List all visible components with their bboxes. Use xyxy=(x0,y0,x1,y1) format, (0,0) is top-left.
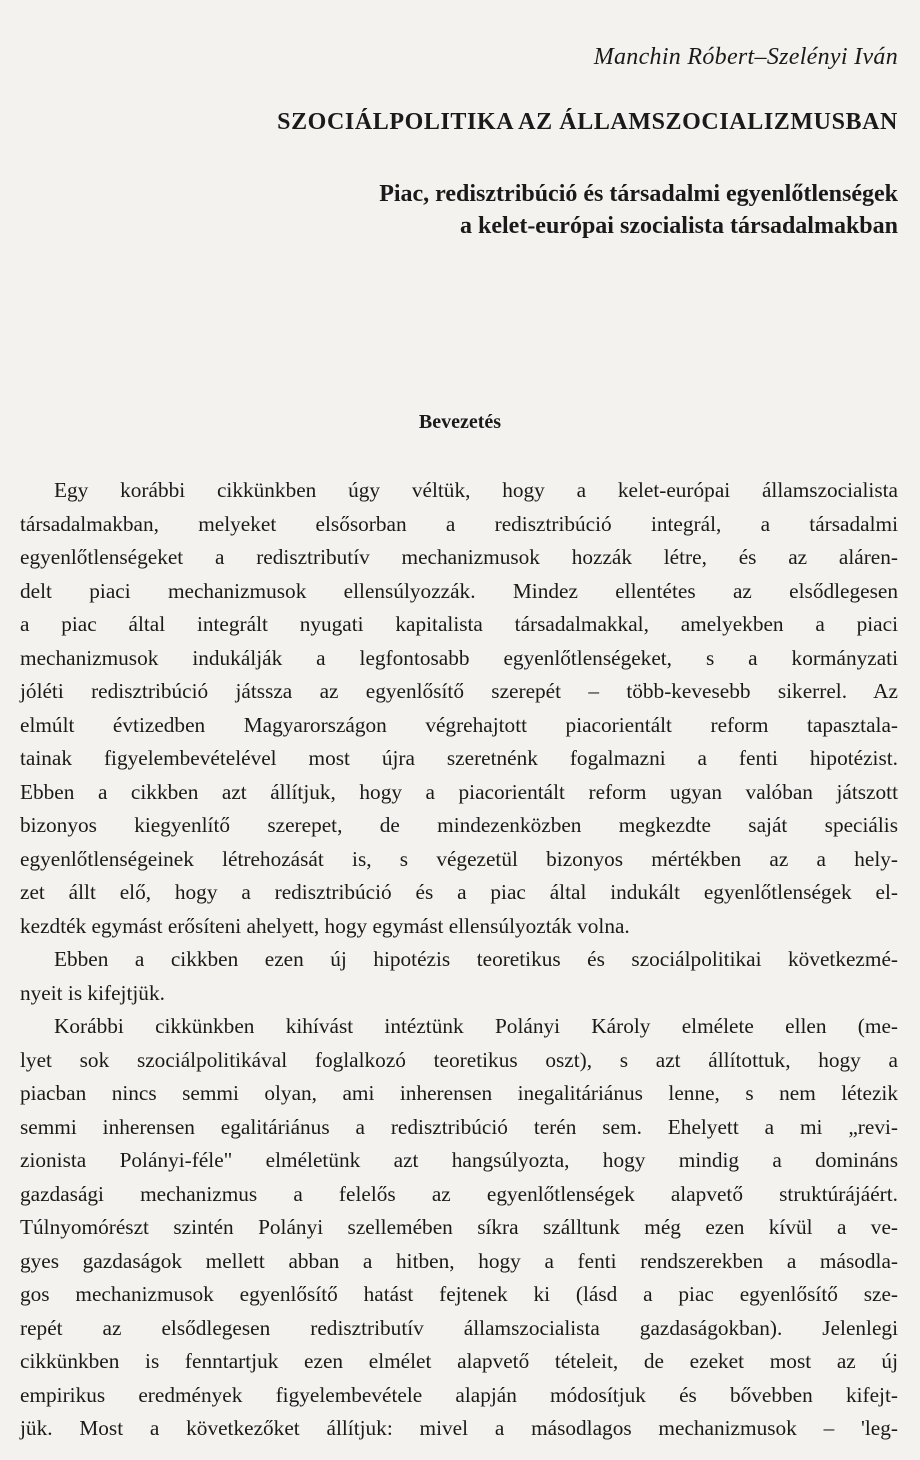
text-line: Korábbi cikkünkben kihívást intéztünk Polányi Károly elmélete ellen (me- xyxy=(54,1014,898,1038)
text-line: zet állt elő, hogy a redisztribúció és a piac által indukált egyenlőtlenségek el- xyxy=(20,880,898,904)
text-line: egyenlőtlenségeinek létrehozását is, s végezetül bizonyos mértékben az a hely- xyxy=(20,846,898,871)
text-line: egyenlőtlenségeket a redisztributív mechanizmusok hozzák létre, és az aláren- xyxy=(20,545,898,569)
text-line: a piac által integrált nyugati kapitalista társadalmakkal, amelyekben a piaci xyxy=(20,612,898,636)
text-line: jük. Most a következőket állítjuk: mivel a másodlagos mechanizmusok – 'leg- xyxy=(20,1416,898,1440)
text-line: kezdték egymást erősíteni ahelyett, hogy egymást ellensúlyozták volna. xyxy=(20,913,630,938)
text-line: zionista Polányi-féle" elméletünk azt hangsúlyozta, hogy mindig a domináns xyxy=(20,1148,898,1172)
text-line: elmúlt évtizedben Magyarországon végrehajtott piacorientált reform tapasztala- xyxy=(20,712,898,737)
article-title: SZOCIÁLPOLITIKA AZ ÁLLAMSZOCIALIZMUSBAN xyxy=(277,109,898,135)
text-line: nyeit is kifejtjük. xyxy=(20,980,165,1005)
body-text xyxy=(20,474,898,1446)
text-line: gazdasági mechanizmus a felelős az egyenlőtlenségek alapvető struktúrájáért. xyxy=(20,1181,898,1206)
subtitle-line: Piac, redisztribúció és társadalmi egyenlőtlenségek xyxy=(379,181,898,207)
section-heading: Bevezetés xyxy=(418,411,502,433)
text-line: cikkünkben is fenntartjuk ezen elmélet alapvető tételeit, de ezeket most az új xyxy=(20,1349,898,1373)
text-line: gyes gazdaságok mellett abban a hitben, hogy a fenti rendszerekben a másodla- xyxy=(20,1248,898,1273)
paragraph xyxy=(20,943,898,1010)
text-line: piacban nincs semmi olyan, ami inherensen inegalitáriánus lenne, s nem létezik xyxy=(20,1081,898,1105)
text-line: bizonyos kiegyenlítő szerepet, de mindezenközben megkezdte saját speciális xyxy=(20,813,898,837)
paragraph xyxy=(20,1010,898,1446)
text-line: empirikus eredmények figyelembevétele alapján módosítjuk és bővebben kifejt- xyxy=(20,1382,898,1407)
text-line: Túlnyomórészt szintén Polányi szellemében síkra szálltunk még ezen kívül a ve- xyxy=(20,1215,898,1239)
text-line: társadalmakban, melyeket elsősorban a redisztribúció integrál, a társadalmi xyxy=(20,511,898,536)
paragraph xyxy=(20,474,898,943)
text-line: repét az elsődlegesen redisztributív államszocialista gazdaságokban). Jelenlegi xyxy=(20,1315,898,1340)
text-line: lyet sok szociálpolitikával foglalkozó teoretikus oszt), s azt állítottuk, hogy a xyxy=(20,1047,898,1072)
text-line: Ebben a cikkben azt állítjuk, hogy a piacorientált reform ugyan valóban játszott xyxy=(20,779,898,804)
text-line: mechanizmusok indukálják a legfontosabb egyenlőtlenségeket, s a kormányzati xyxy=(20,645,898,670)
authors: Manchin Róbert–Szelényi Iván xyxy=(593,44,898,70)
text-line: Egy korábbi cikkünkben úgy véltük, hogy a kelet-európai államszocialista xyxy=(54,478,898,502)
text-line: gos mechanizmusok egyenlősítő hatást fejtenek ki (lásd a piac egyenlősítő sze- xyxy=(20,1282,898,1306)
text-line: Ebben a cikkben ezen új hipotézis teoretikus és szociálpolitikai következmé- xyxy=(54,947,898,971)
text-line: delt piaci mechanizmusok ellensúlyozzák. Mindez ellentétes az elsődlegesen xyxy=(20,578,898,603)
article-subtitle xyxy=(379,178,898,242)
text-line: jóléti redisztribúció játssza az egyenlősítő szerepét – több-kevesebb sikerrel. Az xyxy=(20,679,898,703)
text-line: semmi inherensen egalitáriánus a redisztribúció terén sem. Ehelyett a mi „revi- xyxy=(20,1114,898,1139)
text-line: tainak figyelembevételével most újra szeretnénk fogalmazni a fenti hipotézist. xyxy=(20,746,898,770)
subtitle-line: a kelet-európai szocialista társadalmakban xyxy=(460,213,898,239)
